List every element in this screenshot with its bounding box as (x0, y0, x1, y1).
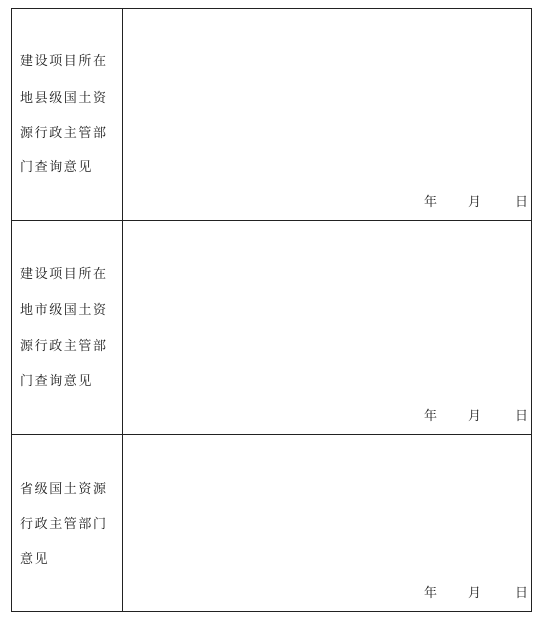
province-opinion-label-cell (12, 435, 123, 611)
label-line: 建设项目所在 (20, 54, 108, 69)
date-year-label: 年 (424, 195, 438, 210)
date-month-label: 月 (468, 586, 482, 601)
label-line: 省级国土资源 (20, 482, 108, 497)
label-line: 源行政主管部 (20, 339, 108, 354)
date-day-label: 日 (515, 409, 529, 424)
date-month-label: 月 (468, 195, 482, 210)
label-line: 地市级国土资 (20, 303, 108, 318)
county-opinion-row (12, 9, 531, 221)
date-month-label: 月 (468, 409, 482, 424)
province-opinion-row (12, 435, 531, 611)
date-day-label: 日 (515, 195, 529, 210)
city-opinion-row (12, 221, 531, 435)
county-opinion-label-cell (12, 9, 123, 220)
label-line: 地县级国土资 (20, 91, 108, 106)
opinion-form-table (11, 8, 532, 612)
date-year-label: 年 (424, 586, 438, 601)
city-opinion-label-cell (12, 221, 123, 434)
label-line: 行政主管部门 (20, 517, 108, 532)
label-line: 意见 (20, 552, 50, 567)
county-opinion-field[interactable] (123, 9, 531, 220)
city-opinion-field[interactable] (123, 221, 531, 434)
date-day-label: 日 (515, 586, 529, 601)
label-line: 门查询意见 (20, 374, 94, 389)
label-line: 门查询意见 (20, 160, 94, 175)
province-opinion-field[interactable] (123, 435, 531, 611)
date-year-label: 年 (424, 409, 438, 424)
label-line: 建设项目所在 (20, 267, 108, 282)
label-line: 源行政主管部 (20, 126, 108, 141)
